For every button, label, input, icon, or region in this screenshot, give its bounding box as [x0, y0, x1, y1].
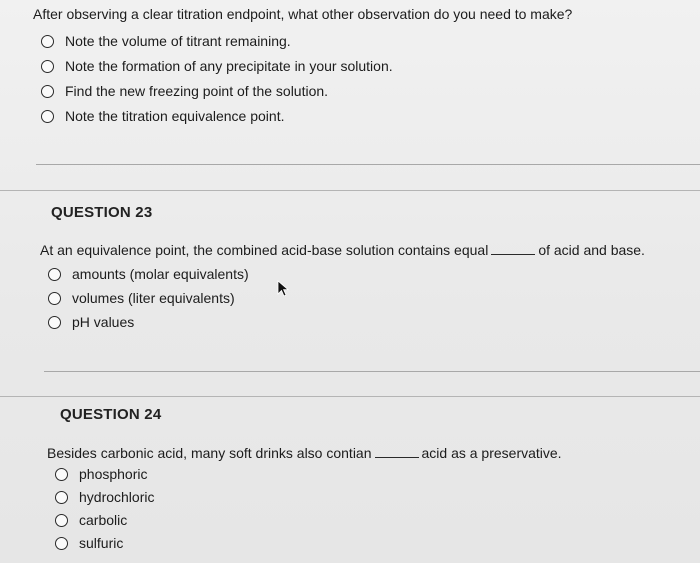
q24-option-3[interactable] — [55, 512, 127, 528]
q24-option-4[interactable] — [55, 535, 123, 551]
q23-option-2[interactable] — [48, 290, 235, 306]
radio-button[interactable] — [41, 60, 54, 73]
option-label: hydrochloric — [79, 489, 155, 505]
question-24-title: QUESTION 24 — [60, 406, 162, 423]
radio-button[interactable] — [55, 468, 68, 481]
section-divider — [0, 396, 700, 397]
option-label: carbolic — [79, 512, 128, 528]
q22-option-1[interactable] — [41, 33, 291, 49]
q22-option-4[interactable] — [41, 108, 284, 124]
question-24-text — [47, 445, 562, 461]
radio-button[interactable] — [41, 85, 54, 98]
option-label: sulfuric — [79, 535, 124, 551]
question-22-text: After observing a clear titration endpoint, what other observation do you need to make? — [33, 6, 573, 22]
fill-blank — [375, 457, 419, 458]
q24-option-1[interactable] — [55, 466, 148, 482]
radio-button[interactable] — [48, 268, 61, 281]
radio-button[interactable] — [48, 316, 61, 329]
q22-option-3[interactable] — [41, 83, 328, 99]
radio-button[interactable] — [55, 491, 68, 504]
option-label: phosphoric — [79, 466, 148, 482]
option-label: amounts (molar equivalents) — [72, 266, 249, 282]
divider — [44, 371, 700, 372]
section-divider — [0, 190, 700, 191]
radio-button[interactable] — [55, 537, 68, 550]
option-label: Note the titration equivalence point. — [65, 108, 285, 124]
option-label: Note the formation of any precipitate in your solution. — [65, 58, 393, 74]
radio-button[interactable] — [41, 110, 54, 123]
question-text-before: Besides carbonic acid, many soft drinks also contian — [47, 445, 372, 461]
fill-blank — [491, 254, 535, 255]
radio-button[interactable] — [55, 514, 68, 527]
option-label: volumes (liter equivalents) — [72, 290, 235, 306]
divider — [36, 164, 700, 165]
option-label: pH values — [72, 314, 135, 330]
radio-button[interactable] — [48, 292, 61, 305]
mouse-cursor-icon — [276, 280, 290, 298]
option-label: Find the new freezing point of the solution. — [65, 83, 329, 99]
radio-button[interactable] — [41, 35, 54, 48]
question-text-before: At an equivalence point, the combined acid-base solution contains equal — [40, 242, 489, 258]
question-23-title: QUESTION 23 — [51, 204, 153, 221]
q23-option-3[interactable] — [48, 314, 134, 330]
q24-option-2[interactable] — [55, 489, 154, 505]
question-text-after: of acid and base. — [538, 242, 645, 258]
q22-option-2[interactable] — [41, 58, 393, 74]
option-label: Note the volume of titrant remaining. — [65, 33, 291, 49]
question-text-after: acid as a preservative. — [421, 445, 562, 461]
q23-option-1[interactable] — [48, 266, 249, 282]
question-23-text — [40, 242, 645, 258]
